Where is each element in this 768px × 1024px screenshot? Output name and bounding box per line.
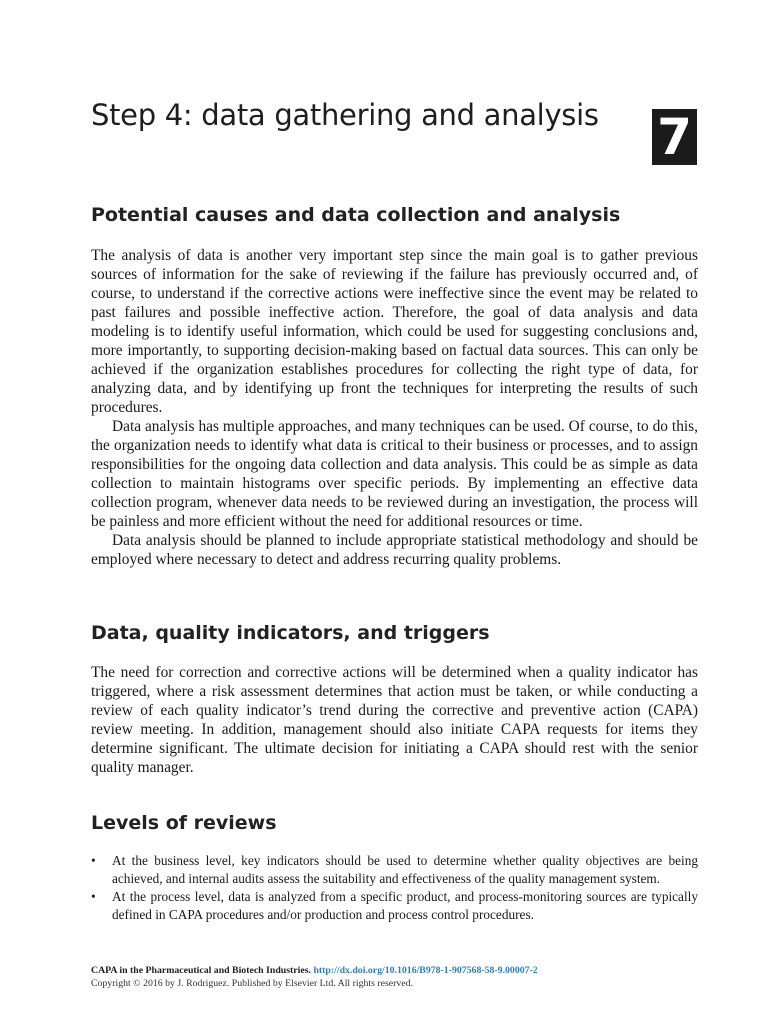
doi-link[interactable]: http://dx.doi.org/10.1016/B978-1-907568-58-9.00007-2 — [313, 965, 538, 976]
levels-of-reviews-list — [91, 852, 698, 924]
citation-line — [91, 964, 711, 977]
section-heading-levels-of-reviews: Levels of reviews — [91, 812, 277, 834]
paragraph: Data analysis should be planned to include appropriate statistical methodology and should be employed where necessary to detect and address recurring quality problems. — [91, 532, 698, 568]
copyright-notice: Copyright © 2016 by J. Rodriguez. Published by Elsevier Ltd. All rights reserved. — [91, 978, 413, 989]
bullet-icon: • — [91, 853, 96, 868]
chapter-title: Step 4: data gathering and analysis — [91, 98, 599, 132]
chapter-number-badge: 7 — [652, 109, 697, 165]
page-footer — [91, 964, 711, 990]
section-body-quality-indicators — [91, 663, 698, 777]
paragraph: The analysis of data is another very important step since the main goal is to gather previous sources of information for the sake of reviewing if the failure has previously occurred and, of course, to understand if the corrective actions were ineffective since the event may be related to past failures and possible ineffective action. Therefore, the goal of data analysis and data modeling is to identify useful information, which could be used for suggesting conclusions and, more importantly, to supporting decision-making based on factual data sources. This can only be achieved if the organization establishes procedures for collecting the right type of data, for analyzing data, and by identifying up front the techniques for interpreting the results of such procedures. — [91, 247, 698, 416]
book-title: CAPA in the Pharmaceutical and Biotech Industries. — [91, 965, 311, 976]
list-item — [91, 852, 698, 888]
list-item-text: At the business level, key indicators should be used to determine whether quality objectives are being achieved, and internal audits assess the suitability and effectiveness of the quality management system. — [112, 853, 698, 886]
bullet-icon: • — [91, 889, 96, 904]
section-heading-potential-causes: Potential causes and data collection and analysis — [91, 204, 621, 226]
section-body-potential-causes — [91, 246, 698, 569]
section-heading-quality-indicators: Data, quality indicators, and triggers — [91, 622, 490, 644]
paragraph: The need for correction and corrective actions will be determined when a quality indicator has triggered, where a risk assessment determines that action must be taken, or while conducting a review of each quality indicator’s trend during the corrective and preventive action (CAPA) review meeting. In addition, management should also initiate CAPA requests for items they determine significant. The ultimate decision for initiating a CAPA should rest with the senior quality manager. — [91, 664, 698, 776]
list-item — [91, 888, 698, 924]
paragraph: Data analysis has multiple approaches, and many techniques can be used. Of course, to do this, the organization needs to identify what data is critical to their business or processes, and to assign responsibilities for the ongoing data collection and data analysis. This could be as simple as data collection to maintain histograms over specific periods. By implementing an effective data collection program, whenever data needs to be reviewed during an investigation, the process will be painless and more efficient without the need for additional resources or time. — [91, 418, 698, 530]
list-item-text: At the process level, data is analyzed from a specific product, and process-monitoring sources are typically defined in CAPA procedures and/or production and process control procedures. — [112, 889, 698, 922]
